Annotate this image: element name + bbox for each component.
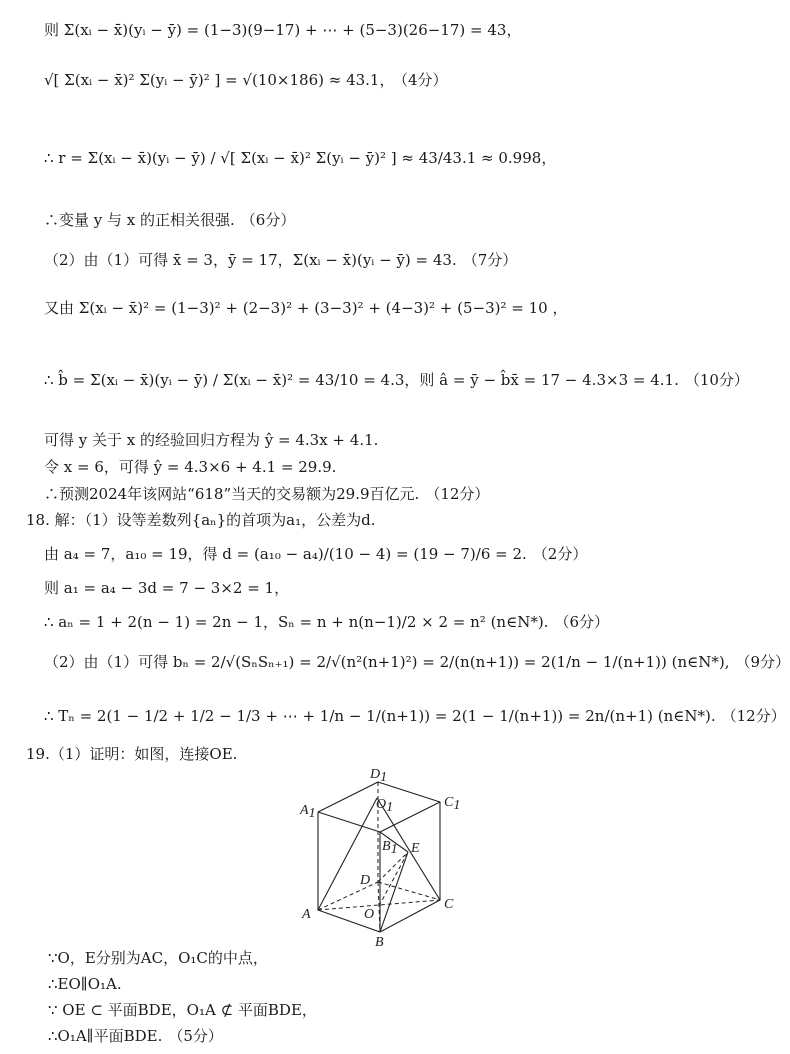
text-line: ∴变量 y 与 x 的正相关很强. （6分） [44,211,296,229]
label-c1: C1 [444,795,461,813]
text-line: 令 x = 6，可得 ŷ = 4.3×6 + 4.1 = 29.9. [44,458,337,476]
text-line: ∴ b̂ = Σ(xᵢ − x̄)(yᵢ − ȳ) / Σ(xᵢ − x̄)² = 43/10 = 4.3，则 â = ȳ − b̂x̄ = 17 − 4.3×3 = 4.1. （10分） [44,371,749,389]
problem-heading: 18. 解：（1）设等差数列{aₙ}的首项为a₁，公差为d. [26,511,376,529]
text-line: ∴ Tₙ = 2(1 − 1/2 + 1/2 − 1/3 + ⋯ + 1/n − 1/(n+1)) = 2(1 − 1/(n+1)) = 2n/(n+1) (n∈N*). （12分） [44,707,786,725]
prism-figure [290,760,480,950]
label-d1: D1 [370,767,388,785]
text-line: 由 a₄ = 7，a₁₀ = 19，得 d = (a₁₀ − a₄)/(10 − 4) = (19 − 7)/6 = 2. （2分） [44,545,588,563]
text-line: ∴O₁A∥平面BDE. （5分） [48,1027,223,1045]
text-line: ∵ OE ⊂ 平面BDE，O₁A ⊄ 平面BDE， [48,1001,317,1019]
text-line: ∴ aₙ = 1 + 2(n − 1) = 2n − 1，Sₙ = n + n(n−1)/2 × 2 = n² (n∈N*). （6分） [44,613,609,631]
text-line: √[ Σ(xᵢ − x̄)² Σ(yᵢ − ȳ)² ] = √(10×186) ≈ 43.1， （4分） [44,71,448,89]
problem-heading: 19.（1）证明：如图，连接OE. [26,745,238,763]
label-b1: B1 [382,839,398,857]
segment-eb [380,852,408,932]
text-line: 又由 Σ(xᵢ − x̄)² = (1−3)² + (2−3)² + (3−3)² + (4−3)² + (5−3)² = 10 ， [44,299,568,317]
text-line: （2）由（1）可得 bₙ = 2/√(SₙSₙ₊₁) = 2/√(n²(n+1)²) = 2/(n(n+1)) = 2(1/n − 1/(n+1)) (n∈N*), （9分） [44,653,790,671]
label-e: E [411,841,420,856]
text-line: ∴ r = Σ(xᵢ − x̄)(yᵢ − ȳ) / √[ Σ(xᵢ − x̄)² Σ(yᵢ − ȳ)² ] ≈ 43/43.1 ≈ 0.998， [44,149,557,167]
edge-a1b1 [318,812,380,832]
label-a1: A1 [300,803,316,821]
label-b: B [375,935,384,950]
text-line: ∵O，E分别为AC，O₁C的中点， [48,949,268,967]
text-line: 可得 y 关于 x 的经验回归方程为 ŷ = 4.3x + 4.1. [44,431,379,449]
label-o: O [364,907,375,922]
segment-oe [379,852,408,906]
text-line: 则 Σ(xᵢ − x̄)(yᵢ − ȳ) = (1−3)(9−17) + ⋯ + (5−3)(26−17) = 43， [44,21,522,39]
label-c: C [444,897,454,912]
text-line: ∴预测2024年该网站“618”当天的交易额为29.9百亿元. （12分） [44,485,490,503]
text-line: ∴EO∥O₁A. [48,975,122,993]
text-line: 则 a₁ = a₄ − 3d = 7 − 3×2 = 1， [44,579,290,597]
label-o1: O1 [376,797,394,815]
label-a: A [302,907,311,922]
label-d: D [360,873,371,888]
text-line: （2）由（1）可得 x̄ = 3，ȳ = 17，Σ(xᵢ − x̄)(yᵢ − ȳ) = 43. （7分） [44,251,518,269]
